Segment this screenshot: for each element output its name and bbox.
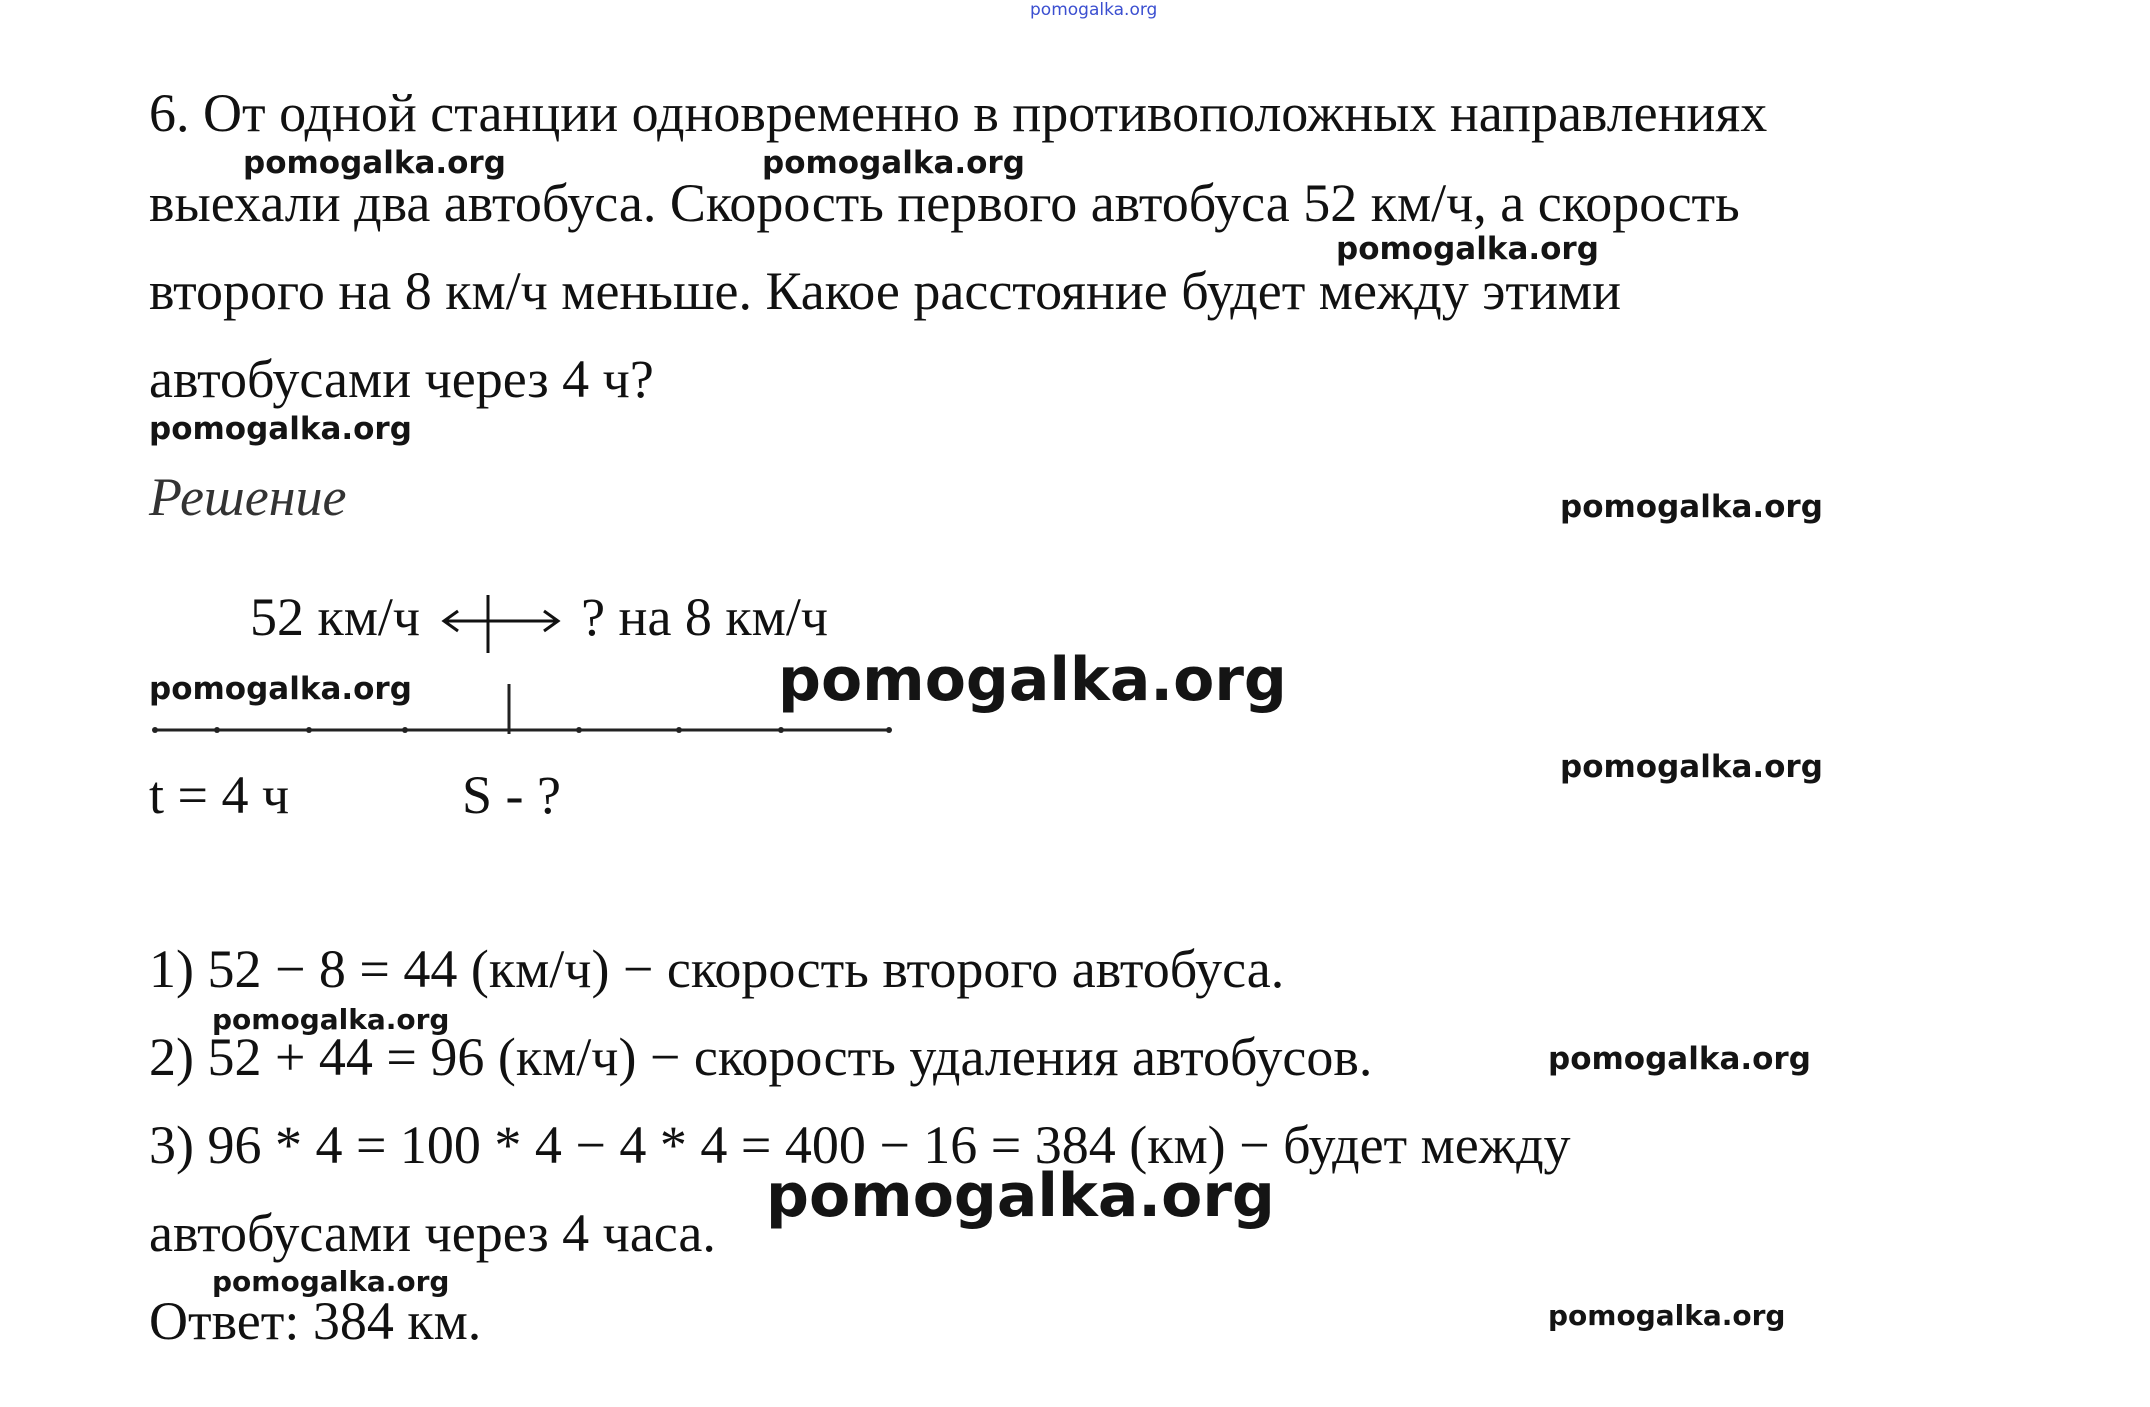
scheme-right-label: ? на 8 км/ч [581,587,828,647]
scheme-left-label: 52 км/ч [250,587,421,647]
double-arrow-icon [438,591,564,655]
watermark: pomogalka.org [762,145,1025,181]
watermark: pomogalka.org [1560,489,1823,525]
step-3-continued: автобусами через 4 часа. [149,1203,716,1263]
scheme-speeds [250,587,828,655]
answer: Ответ: 384 км. [149,1291,482,1351]
watermark: pomogalka.org [1548,1041,1811,1077]
problem-line-4: автобусами через 4 ч? [149,349,654,409]
problem-line-2: выехали два автобуса. Скорость первого автобуса 52 км/ч, а скорость [149,173,1740,233]
step-3: 3) 96 * 4 = 100 * 4 − 4 * 4 = 400 − 16 = 384 (км) − будет между [149,1115,1571,1175]
distance-question: S - ? [462,765,561,825]
watermark-large: pomogalka.org [766,1161,1275,1231]
time-condition: t = 4 ч [149,765,290,825]
top-watermark: pomogalka.org [1030,0,1158,20]
watermark: pomogalka.org [149,411,412,447]
watermark: pomogalka.org [243,145,506,181]
watermark: pomogalka.org [1548,1299,1786,1332]
solution-heading: Решение [149,467,347,527]
watermark: pomogalka.org [149,671,412,707]
problem-line-1: 6. От одной станции одновременно в противоположных направлениях [149,83,1768,143]
problem-line-3: второго на 8 км/ч меньше. Какое расстояние будет между этими [149,261,1621,321]
watermark: pomogalka.org [212,1265,450,1298]
watermark: pomogalka.org [1560,749,1823,785]
step-1: 1) 52 − 8 = 44 (км/ч) − скорость второго автобуса. [149,939,1285,999]
watermark-large: pomogalka.org [778,645,1287,715]
watermark: pomogalka.org [212,1003,450,1036]
watermark: pomogalka.org [1336,231,1599,267]
step-2: 2) 52 + 44 = 96 (км/ч) − скорость удаления автобусов. [149,1027,1373,1087]
